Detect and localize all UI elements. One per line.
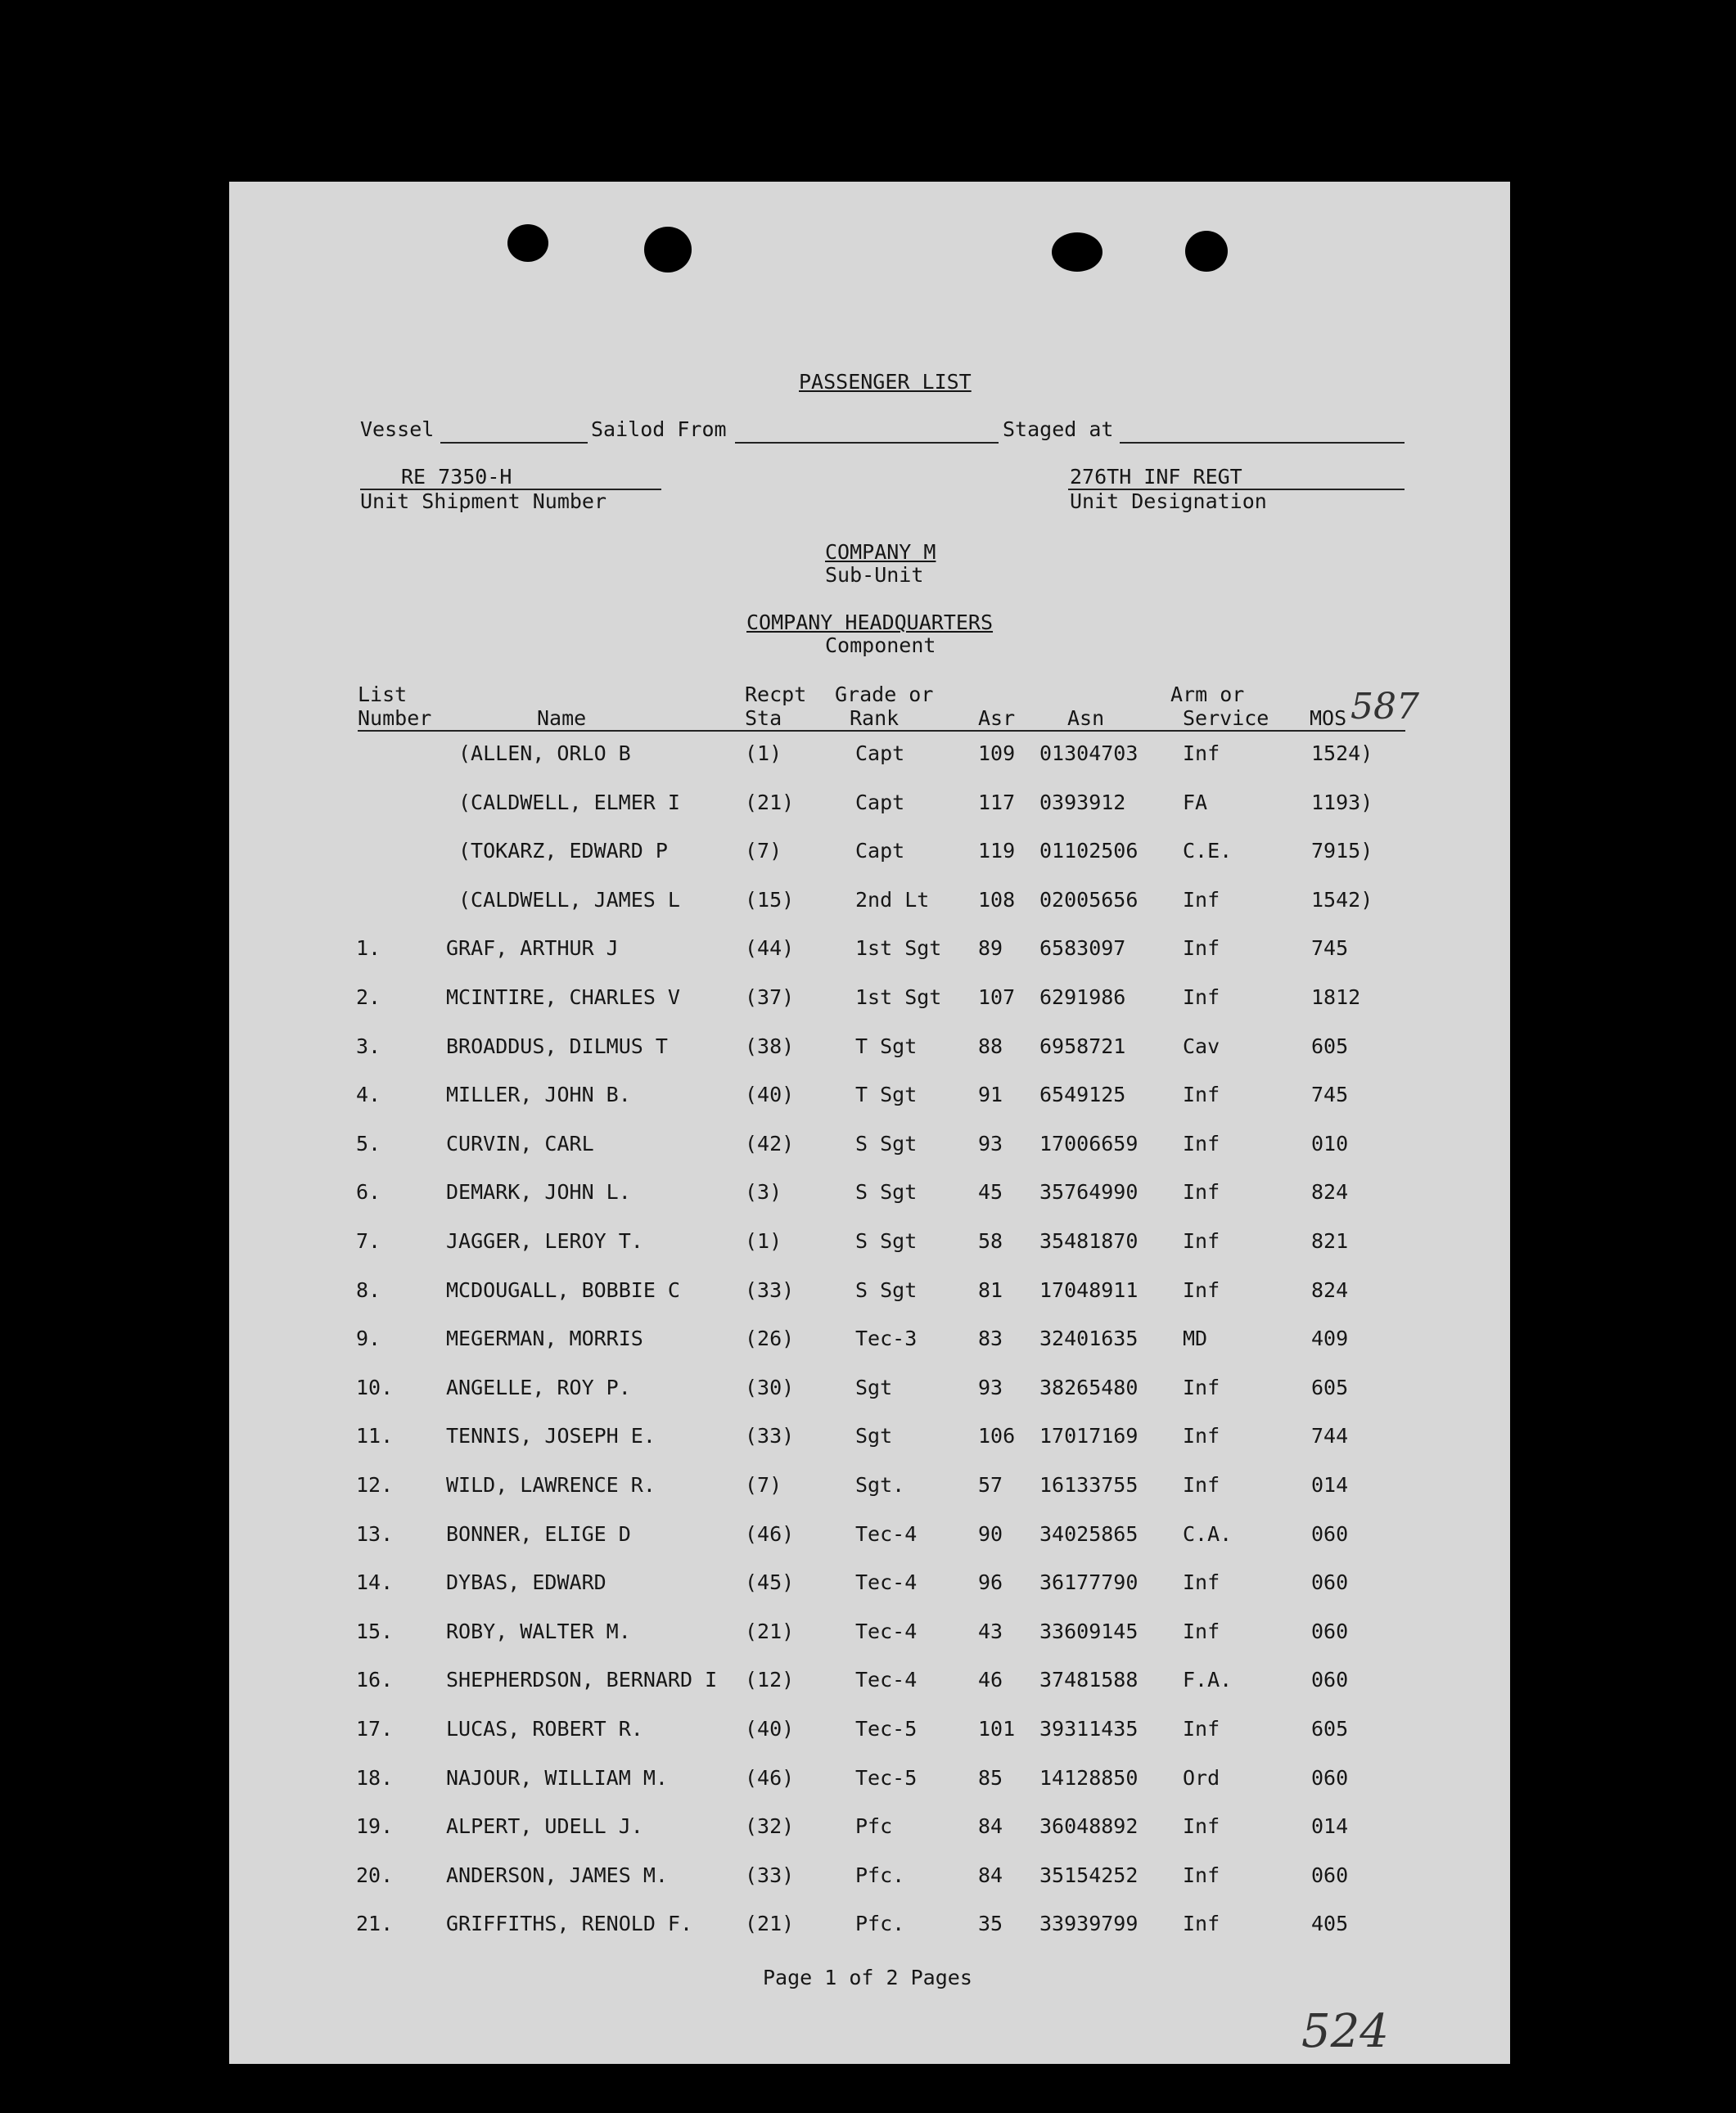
passenger-name: DYBAS, EDWARD — [446, 1570, 606, 1595]
asn-value: 34025865 — [1039, 1521, 1139, 1546]
list-number: 18. — [356, 1765, 394, 1790]
mos-value: 405 — [1311, 1912, 1349, 1936]
page-title: PASSENGER LIST — [799, 370, 972, 394]
list-number: 4. — [356, 1083, 381, 1107]
grade-rank: S Sgt — [855, 1229, 918, 1253]
mos-value: 060 — [1311, 1570, 1349, 1595]
recpt-sta: (38) — [745, 1034, 795, 1058]
arm-service: Inf — [1183, 1375, 1220, 1399]
passenger-name: BONNER, ELIGE D — [446, 1521, 631, 1546]
list-number: 12. — [356, 1473, 394, 1497]
asr-value: 93 — [978, 1375, 1003, 1399]
passenger-name: (CALDWELL, ELMER I — [458, 790, 680, 814]
recpt-sta: (44) — [745, 936, 795, 961]
asr-value: 89 — [978, 936, 1003, 961]
passenger-name: MCINTIRE, CHARLES V — [446, 985, 680, 1009]
asr-value: 57 — [978, 1473, 1003, 1497]
list-number: 9. — [356, 1327, 381, 1351]
arm-service: Inf — [1183, 1229, 1220, 1253]
grade-rank: Pfc. — [855, 1912, 905, 1936]
passenger-name: BROADDUS, DILMUS T — [446, 1034, 668, 1058]
arm-service: Inf — [1183, 1717, 1220, 1741]
arm-service: Inf — [1183, 1473, 1220, 1497]
sub-unit-label: Sub-Unit — [825, 563, 924, 587]
table-row — [229, 1426, 1510, 1453]
grade-rank: Sgt — [855, 1375, 893, 1399]
grade-rank: S Sgt — [855, 1180, 918, 1205]
asn-value: 38265480 — [1039, 1375, 1139, 1399]
grade-rank: 1st Sgt — [855, 936, 942, 961]
passenger-name: ANDERSON, JAMES M. — [446, 1863, 668, 1887]
arm-service: Inf — [1183, 1863, 1220, 1887]
list-number: 14. — [356, 1570, 394, 1595]
grade-rank: Tec-5 — [855, 1765, 918, 1790]
sailed-from-label: Sailod From — [591, 417, 727, 441]
grade-rank: Sgt — [855, 1424, 893, 1448]
table-row — [229, 1036, 1510, 1064]
asr-value: 90 — [978, 1521, 1003, 1546]
header-sta: Sta — [745, 706, 782, 730]
staged-at-label: Staged at — [1003, 417, 1114, 441]
passenger-name: (ALLEN, ORLO B — [458, 741, 631, 765]
mos-value: 010 — [1311, 1131, 1349, 1156]
sailed-from-blank — [735, 442, 999, 444]
mos-value: 060 — [1311, 1521, 1349, 1546]
table-row — [229, 1865, 1510, 1893]
passenger-name: SHEPHERDSON, BERNARD I — [446, 1668, 718, 1692]
unit-designation-label: Unit Designation — [1070, 489, 1267, 513]
header-arm: Arm or — [1170, 683, 1245, 706]
asr-value: 117 — [978, 790, 1016, 814]
asr-value: 96 — [978, 1570, 1003, 1595]
passenger-name: GRIFFITHS, RENOLD F. — [446, 1912, 693, 1936]
asr-value: 84 — [978, 1863, 1003, 1887]
asr-value: 101 — [978, 1717, 1016, 1741]
table-row — [229, 1133, 1510, 1161]
punch-hole — [644, 227, 692, 273]
list-number: 19. — [356, 1814, 394, 1839]
grade-rank: Capt — [855, 790, 905, 814]
arm-service: Inf — [1183, 936, 1220, 961]
passenger-name: ROBY, WALTER M. — [446, 1619, 631, 1643]
table-row — [229, 987, 1510, 1015]
arm-service: Inf — [1183, 1180, 1220, 1205]
table-row — [229, 743, 1510, 771]
table-row — [229, 1521, 1510, 1552]
asn-value: 35154252 — [1039, 1863, 1139, 1887]
table-row — [229, 1277, 1510, 1308]
passenger-name: DEMARK, JOHN L. — [446, 1180, 631, 1205]
passenger-name: (CALDWELL, JAMES L — [458, 887, 680, 912]
arm-service: F.A. — [1183, 1668, 1233, 1692]
list-number: 10. — [356, 1375, 394, 1399]
grade-rank: Tec-4 — [855, 1619, 918, 1643]
vessel-label: Vessel — [360, 417, 435, 441]
grade-rank: Sgt. — [855, 1473, 905, 1497]
mos-value: 745 — [1311, 936, 1349, 961]
list-number: 3. — [356, 1034, 381, 1058]
table-row — [229, 1572, 1510, 1600]
recpt-sta: (33) — [745, 1424, 795, 1448]
arm-service: FA — [1183, 790, 1208, 814]
punch-hole — [1185, 231, 1228, 272]
shipment-number-label: Unit Shipment Number — [360, 489, 607, 513]
recpt-sta: (30) — [745, 1375, 795, 1399]
mos-value: 821 — [1311, 1229, 1349, 1253]
mos-value: 409 — [1311, 1327, 1349, 1351]
recpt-sta: (1) — [745, 1229, 782, 1253]
list-number: 7. — [356, 1229, 381, 1253]
asr-value: 45 — [978, 1180, 1003, 1205]
table-row — [229, 1328, 1510, 1356]
grade-rank: 2nd Lt — [855, 887, 930, 912]
grade-rank: Capt — [855, 839, 905, 863]
staged-at-blank — [1120, 442, 1405, 444]
asr-value: 88 — [978, 1034, 1003, 1058]
asr-value: 81 — [978, 1277, 1003, 1302]
recpt-sta: (46) — [745, 1521, 795, 1546]
passenger-name: (TOKARZ, EDWARD P — [458, 839, 668, 863]
page-footer: Page 1 of 2 Pages — [763, 1966, 972, 1989]
passenger-name: GRAF, ARTHUR J — [446, 936, 619, 961]
sub-unit: COMPANY M — [825, 540, 936, 564]
table-row — [229, 1765, 1510, 1795]
mos-value: 1542) — [1311, 887, 1373, 912]
arm-service: C.E. — [1183, 839, 1233, 863]
mos-value: 060 — [1311, 1765, 1349, 1790]
asn-value: 35764990 — [1039, 1180, 1139, 1205]
passenger-name: MEGERMAN, MORRIS — [446, 1327, 643, 1351]
list-number: 15. — [356, 1619, 394, 1643]
arm-service: Inf — [1183, 741, 1220, 765]
handwritten-page-number: 587 — [1350, 686, 1419, 728]
list-number: 1. — [356, 936, 381, 961]
arm-service: Inf — [1183, 1814, 1220, 1839]
list-number: 11. — [356, 1424, 394, 1448]
list-number: 8. — [356, 1277, 381, 1302]
table-row — [229, 938, 1510, 966]
arm-service: Ord — [1183, 1765, 1220, 1790]
arm-service: Inf — [1183, 985, 1220, 1009]
asr-value: 106 — [978, 1424, 1016, 1448]
recpt-sta: (15) — [745, 887, 795, 912]
mos-value: 745 — [1311, 1083, 1349, 1107]
shipment-number: RE 7350-H — [401, 465, 512, 489]
recpt-sta: (7) — [745, 839, 782, 863]
component: COMPANY HEADQUARTERS — [746, 610, 994, 634]
table-row — [229, 1669, 1510, 1697]
passenger-name: LUCAS, ROBERT R. — [446, 1717, 643, 1741]
table-row — [229, 1084, 1510, 1112]
asn-value: 17048911 — [1039, 1277, 1139, 1302]
grade-rank: S Sgt — [855, 1131, 918, 1156]
recpt-sta: (33) — [745, 1863, 795, 1887]
table-row — [229, 887, 1510, 917]
mos-value: 014 — [1311, 1473, 1349, 1497]
list-number: 17. — [356, 1717, 394, 1741]
table-row — [229, 1621, 1510, 1649]
table-row — [229, 792, 1510, 820]
arm-service: Inf — [1183, 1570, 1220, 1595]
asn-value: 01102506 — [1039, 839, 1139, 863]
asr-value: 108 — [978, 887, 1016, 912]
asr-value: 107 — [978, 985, 1016, 1009]
asr-value: 91 — [978, 1083, 1003, 1107]
header-rank: Rank — [850, 706, 900, 730]
arm-service: Inf — [1183, 1277, 1220, 1302]
table-row — [229, 1231, 1510, 1259]
asn-value: 37481588 — [1039, 1668, 1139, 1692]
header-grade: Grade or — [835, 683, 934, 706]
table-row — [229, 1475, 1510, 1503]
recpt-sta: (7) — [745, 1473, 782, 1497]
grade-rank: Pfc — [855, 1814, 893, 1839]
asn-value: 6291986 — [1039, 985, 1126, 1009]
asn-value: 35481870 — [1039, 1229, 1139, 1253]
asn-value: 01304703 — [1039, 741, 1139, 765]
asr-value: 109 — [978, 741, 1016, 765]
grade-rank: Tec-4 — [855, 1521, 918, 1546]
handwritten-folio: 524 — [1301, 2005, 1389, 2058]
table-row — [229, 840, 1510, 868]
passenger-name: NAJOUR, WILLIAM M. — [446, 1765, 668, 1790]
punch-hole — [507, 224, 548, 262]
asr-value: 58 — [978, 1229, 1003, 1253]
recpt-sta: (33) — [745, 1277, 795, 1302]
list-number: 6. — [356, 1180, 381, 1205]
asr-value: 46 — [978, 1668, 1003, 1692]
table-row — [229, 1816, 1510, 1844]
mos-value: 060 — [1311, 1863, 1349, 1887]
mos-value: 1524) — [1311, 741, 1373, 765]
grade-rank: Tec-4 — [855, 1668, 918, 1692]
arm-service: Inf — [1183, 887, 1220, 912]
vessel-blank — [440, 442, 588, 444]
asr-value: 35 — [978, 1912, 1003, 1936]
grade-rank: 1st Sgt — [855, 985, 942, 1009]
arm-service: Inf — [1183, 1912, 1220, 1936]
mos-value: 1193) — [1311, 790, 1373, 814]
recpt-sta: (12) — [745, 1668, 795, 1692]
mos-value: 1812 — [1311, 985, 1361, 1009]
list-number: 21. — [356, 1912, 394, 1936]
arm-service: Inf — [1183, 1619, 1220, 1643]
table-row — [229, 1377, 1510, 1405]
asn-value: 33609145 — [1039, 1619, 1139, 1643]
recpt-sta: (46) — [745, 1765, 795, 1790]
document-page — [229, 182, 1510, 2064]
passenger-name: MCDOUGALL, BOBBIE C — [446, 1277, 680, 1302]
asn-value: 32401635 — [1039, 1327, 1139, 1351]
asn-value: 6958721 — [1039, 1034, 1126, 1058]
arm-service: Inf — [1183, 1083, 1220, 1107]
recpt-sta: (21) — [745, 1912, 795, 1936]
recpt-sta: (45) — [745, 1570, 795, 1595]
header-recpt: Recpt — [745, 683, 807, 706]
recpt-sta: (26) — [745, 1327, 795, 1351]
asn-value: 17017169 — [1039, 1424, 1139, 1448]
mos-value: 605 — [1311, 1034, 1349, 1058]
list-number: 20. — [356, 1863, 394, 1887]
recpt-sta: (1) — [745, 741, 782, 765]
mos-value: 605 — [1311, 1717, 1349, 1741]
grade-rank: Tec-5 — [855, 1717, 918, 1741]
asn-value: 6549125 — [1039, 1083, 1126, 1107]
list-number: 13. — [356, 1521, 394, 1546]
asr-value: 83 — [978, 1327, 1003, 1351]
header-asr: Asr — [978, 706, 1016, 730]
asr-value: 119 — [978, 839, 1016, 863]
grade-rank: Tec-4 — [855, 1570, 918, 1595]
recpt-sta: (42) — [745, 1131, 795, 1156]
arm-service: Cav — [1183, 1034, 1220, 1058]
asn-value: 0393912 — [1039, 790, 1126, 814]
arm-service: Inf — [1183, 1424, 1220, 1448]
arm-service: C.A. — [1183, 1521, 1233, 1546]
passenger-name: JAGGER, LEROY T. — [446, 1229, 643, 1253]
asn-value: 39311435 — [1039, 1717, 1139, 1741]
arm-service: Inf — [1183, 1131, 1220, 1156]
passenger-name: CURVIN, CARL — [446, 1131, 594, 1156]
mos-value: 060 — [1311, 1668, 1349, 1692]
grade-rank: Tec-3 — [855, 1327, 918, 1351]
passenger-name: TENNIS, JOSEPH E. — [446, 1424, 656, 1448]
recpt-sta: (21) — [745, 1619, 795, 1643]
arm-service: MD — [1183, 1327, 1208, 1351]
grade-rank: Pfc. — [855, 1863, 905, 1887]
header-number: Number — [358, 706, 432, 730]
passenger-name: ALPERT, UDELL J. — [446, 1814, 643, 1839]
grade-rank: T Sgt — [855, 1034, 918, 1058]
asn-value: 33939799 — [1039, 1912, 1139, 1936]
mos-value: 824 — [1311, 1277, 1349, 1302]
asr-value: 93 — [978, 1131, 1003, 1156]
header-service: Service — [1183, 706, 1269, 730]
recpt-sta: (40) — [745, 1717, 795, 1741]
asn-value: 36048892 — [1039, 1814, 1139, 1839]
mos-value: 605 — [1311, 1375, 1349, 1399]
passenger-name: MILLER, JOHN B. — [446, 1083, 631, 1107]
mos-value: 7915) — [1311, 839, 1373, 863]
table-row — [229, 1719, 1510, 1746]
asn-value: 14128850 — [1039, 1765, 1139, 1790]
asr-value: 43 — [978, 1619, 1003, 1643]
mos-value: 744 — [1311, 1424, 1349, 1448]
recpt-sta: (37) — [745, 985, 795, 1009]
asr-value: 85 — [978, 1765, 1003, 1790]
asn-value: 02005656 — [1039, 887, 1139, 912]
grade-rank: Capt — [855, 741, 905, 765]
header-asn: Asn — [1067, 706, 1105, 730]
table-row — [229, 1182, 1510, 1210]
asn-value: 36177790 — [1039, 1570, 1139, 1595]
recpt-sta: (40) — [745, 1083, 795, 1107]
recpt-sta: (32) — [745, 1814, 795, 1839]
unit-designation: 276TH INF REGT — [1070, 465, 1242, 489]
passenger-name: WILD, LAWRENCE R. — [446, 1473, 656, 1497]
recpt-sta: (3) — [745, 1180, 782, 1205]
punch-hole — [1052, 232, 1102, 272]
passenger-name: ANGELLE, ROY P. — [446, 1375, 631, 1399]
grade-rank: T Sgt — [855, 1083, 918, 1107]
asn-value: 6583097 — [1039, 936, 1126, 961]
header-name: Name — [537, 706, 587, 730]
mos-value: 014 — [1311, 1814, 1349, 1839]
mos-value: 824 — [1311, 1180, 1349, 1205]
list-number: 16. — [356, 1668, 394, 1692]
asn-value: 17006659 — [1039, 1131, 1139, 1156]
grade-rank: S Sgt — [855, 1277, 918, 1302]
mos-value: 060 — [1311, 1619, 1349, 1643]
list-number: 5. — [356, 1131, 381, 1156]
asr-value: 84 — [978, 1814, 1003, 1839]
recpt-sta: (21) — [745, 790, 795, 814]
asn-value: 16133755 — [1039, 1473, 1139, 1497]
component-label: Component — [825, 633, 936, 657]
table-row — [229, 1913, 1510, 1941]
header-mos: MOS — [1310, 706, 1347, 730]
list-number: 2. — [356, 985, 381, 1009]
header-rule — [358, 730, 1405, 732]
header-list: List — [358, 683, 408, 706]
